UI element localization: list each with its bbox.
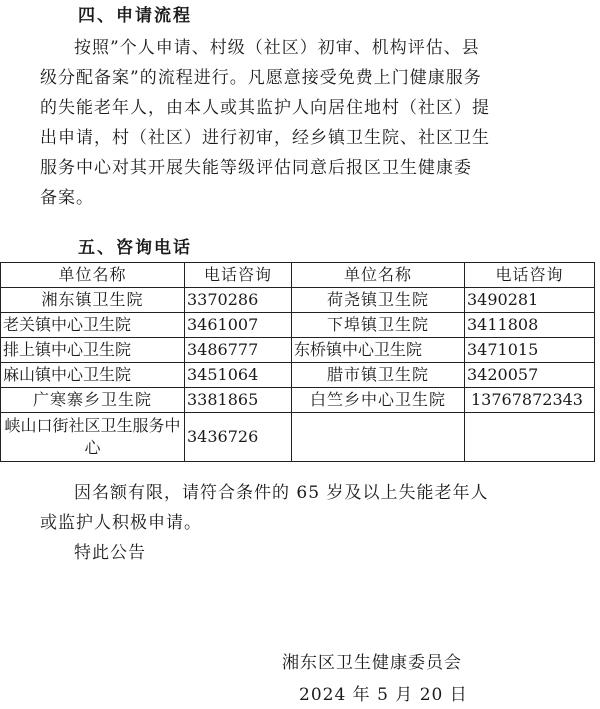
- table-row: [1, 363, 595, 388]
- unit-name-cell: [292, 413, 465, 462]
- table-header-row: [1, 263, 595, 288]
- header-unit-name: 单位名称: [1, 263, 185, 288]
- consultation-phone-table: [0, 262, 595, 462]
- header-unit-name: 单位名称: [292, 263, 465, 288]
- phone-cell: 13767872343: [465, 388, 595, 413]
- unit-name-cell: 白竺乡中心卫生院: [292, 388, 465, 413]
- table-row: [1, 413, 595, 462]
- phone-cell: 3490281: [465, 288, 595, 313]
- paragraph-line: 出申请，村（社区）进行初审，经乡镇卫生院、社区卫生: [40, 128, 490, 148]
- unit-name-cell: 老关镇中心卫生院: [1, 313, 185, 338]
- table-row: [1, 288, 595, 313]
- phone-cell: 3436726: [185, 413, 292, 462]
- issuing-organization: 湘东区卫生健康委员会: [282, 653, 462, 673]
- unit-name-cell: 广寒寨乡卫生院: [1, 388, 185, 413]
- phone-cell: 3381865: [185, 388, 292, 413]
- phone-cell: 3486777: [185, 338, 292, 363]
- paragraph-line: 的失能老年人，由本人或其监护人向居住地村（社区）提: [40, 98, 490, 118]
- header-phone: 电话咨询: [465, 263, 595, 288]
- section-heading-application-process: 四、申请流程: [78, 6, 192, 26]
- paragraph-line: 服务中心对其开展失能等级评估同意后报区卫生健康委: [40, 158, 472, 178]
- paragraph-line: 级分配备案”的流程进行。凡愿意接受免费上门健康服务: [40, 68, 482, 88]
- unit-name-cell: 荷尧镇卫生院: [292, 288, 465, 313]
- paragraph-line: 或监护人积极申请。: [40, 513, 202, 533]
- unit-name-cell: 排上镇中心卫生院: [1, 338, 185, 363]
- paragraph-line: 按照”个人申请、村级（社区）初审、机构评估、县: [74, 38, 480, 58]
- table-row: [1, 313, 595, 338]
- application-process-paragraph: [40, 33, 570, 213]
- closing-paragraph: [40, 478, 570, 568]
- notice-line: 特此公告: [74, 543, 146, 563]
- issue-date: 2024 年 5 月 20 日: [299, 685, 468, 705]
- table-row: [1, 388, 595, 413]
- header-phone: 电话咨询: [185, 263, 292, 288]
- phone-cell: 3420057: [465, 363, 595, 388]
- unit-name-cell: 东桥镇中心卫生院: [292, 338, 465, 363]
- phone-cell: [465, 413, 595, 462]
- phone-cell: 3411808: [465, 313, 595, 338]
- section-heading-consultation-phone: 五、咨询电话: [78, 238, 192, 258]
- phone-cell: 3370286: [185, 288, 292, 313]
- unit-name-text: 峡山口街社区卫生服务中心: [4, 416, 181, 457]
- paragraph-line: 备案。: [40, 188, 94, 208]
- unit-name-cell: 湘东镇卫生院: [1, 288, 185, 313]
- table-row: [1, 338, 595, 363]
- phone-cell: 3451064: [185, 363, 292, 388]
- phone-cell: 3471015: [465, 338, 595, 363]
- unit-name-cell: 腊市镇卫生院: [292, 363, 465, 388]
- unit-name-cell: 麻山镇中心卫生院: [1, 363, 185, 388]
- phone-cell: 3461007: [185, 313, 292, 338]
- unit-name-cell: 下埠镇卫生院: [292, 313, 465, 338]
- unit-name-cell: [1, 413, 185, 462]
- paragraph-line: 因名额有限，请符合条件的 65 岁及以上失能老年人: [74, 483, 489, 503]
